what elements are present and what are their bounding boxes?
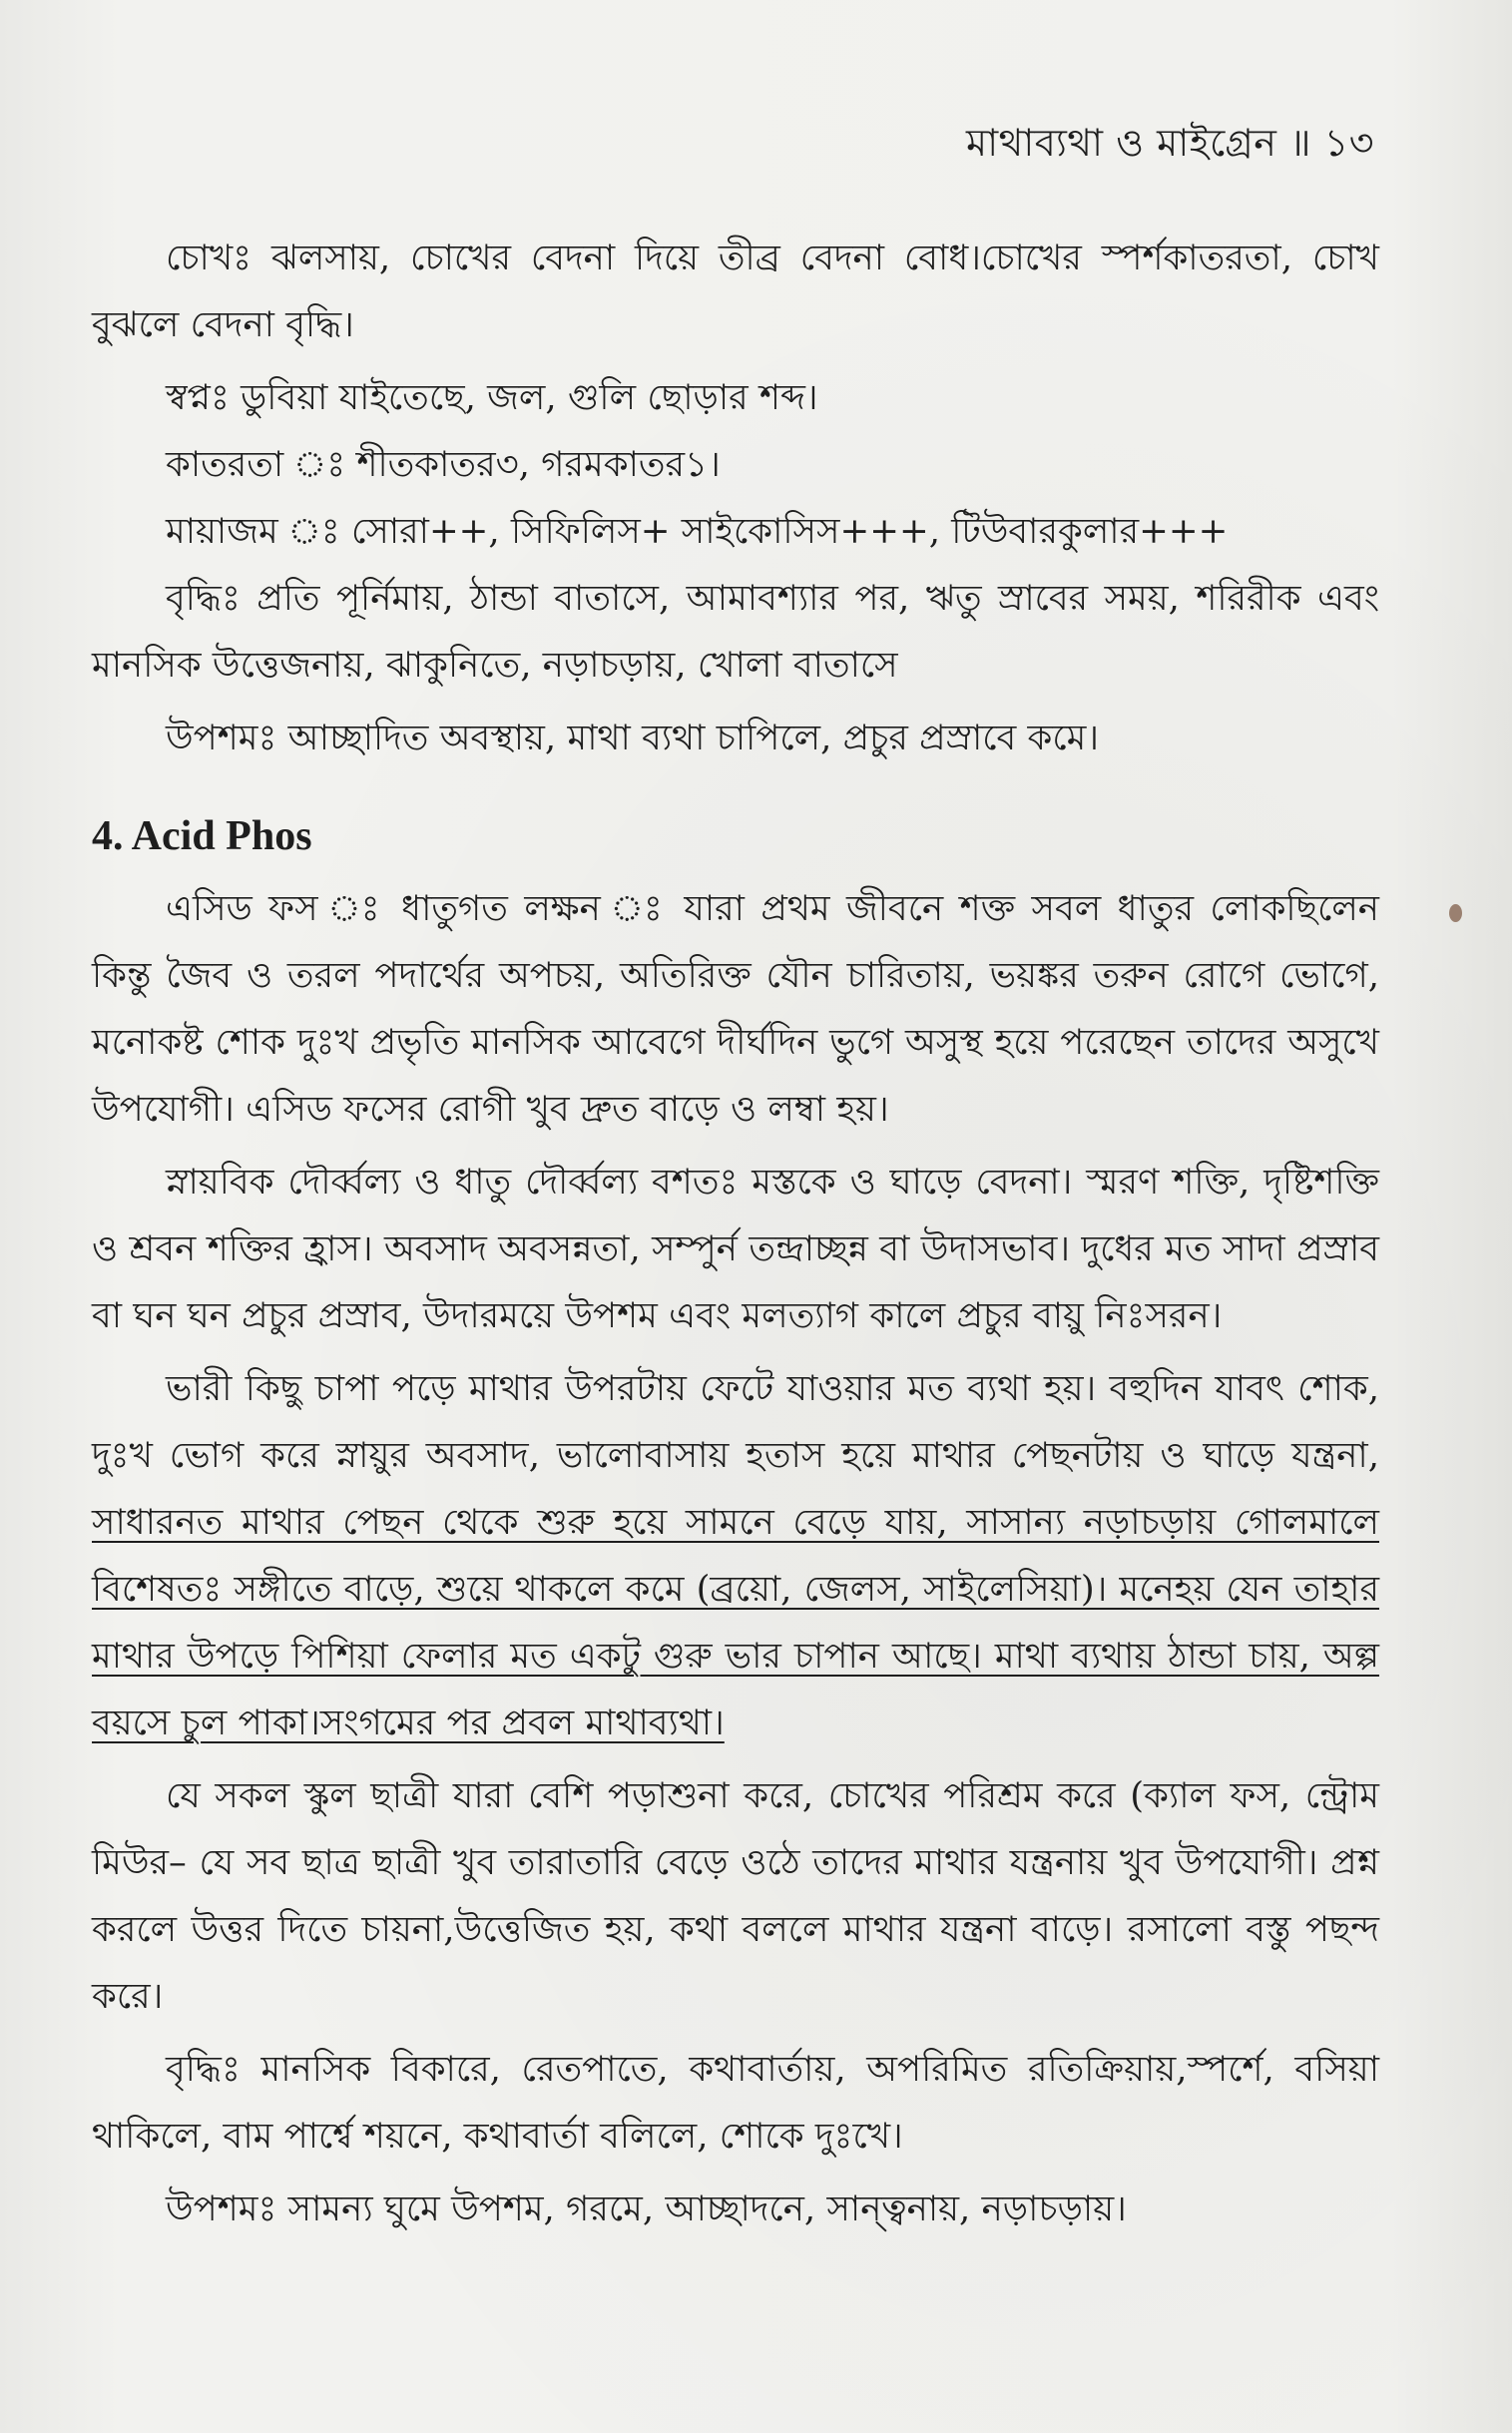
dreams-line: স্বপ্নঃ ডুবিয়া যাইতেছে, জল, গুলি ছোড়ার শব্দ। (166, 377, 818, 418)
aggravation-paragraph: বৃদ্ধিঃ প্রতি পূর্নিমায়, ঠান্ডা বাতাসে, আমাবশ্যার পর, ঋতু স্রাবের সময়, শরিরীক এবং মানসিক উত্তেজনায়, ঝাকুনিতে, নড়াচড়ায়, খোলা বাতাসে (92, 578, 1379, 686)
section-amelioration-paragraph: উপশমঃ সামন্য ঘুমে উপশম, গরমে, আচ্ছাদনে, সান্ত্বনায়, নড়াচড়ায়। (166, 2189, 1127, 2229)
eyes-paragraph: চোখঃ ঝলসায়, চোখের বেদনা দিয়ে তীব্র বেদনা বোধ।চোখের স্পর্শকাতরতা, চোখ বুঝলে বেদনা বৃদ্ধি। (92, 238, 1379, 345)
acid-phos-intro-paragraph: এসিড ফস ঃ ধাতুগত লক্ষন ঃ যারা প্রথম জীবনে শক্ত সবল ধাতুর লোকছিলেন কিন্তু জৈব ও তরল পদার্থের অপচয়, অতিরিক্ত যৌন চারিতায়, ভয়ঙ্কর তরুন রোগে ভোগে, মনোকষ্ট শোক দুঃখ প্রভৃতি মানসিক আবেগে দীর্ঘদিন ভুগে অসুস্থ হয়ে পরেছেন তাদের অসুখে উপযোগী। এসিড ফসের রোগী খুব দ্রুত বাড়ে ও লম্বা হয়। (92, 888, 1379, 1130)
headache-plain-text: ভারী কিছু চাপা পড়ে মাথার উপরটায় ফেটে যাওয়ার মত ব্যথা হয়। বহুদিন যাবৎ শোক, দুঃখ ভোগ করে স্নায়ুর অবসাদ, ভালোবাসায় হতাস হয়ে মাথার পেছনটায় ও ঘাড়ে যন্ত্রনা, (92, 1368, 1379, 1476)
students-paragraph: যে সকল স্কুল ছাত্রী যারা বেশি পড়াশুনা করে, চোখের পরিশ্রম করে (ক্যাল ফস, ন্ট্রোম মিউর– যে সব ছাত্র ছাত্রী খুব তারাতারি বেড়ে ওঠে তাদের মাথার যন্ত্রনায় খুব উপযোগী। প্রশ্ন করলে উত্তর দিতে চায়না,উত্তেজিত হয়, কথা বললে মাথার যন্ত্রনা বাড়ে। রসালো বস্তু পছন্দ করে। (92, 1775, 1379, 2017)
page-content (92, 225, 1379, 2242)
amelioration-paragraph: উপশমঃ আচ্ছাদিত অবস্থায়, মাথা ব্যথা চাপিলে, প্রচুর প্রস্রাবে কমে। (166, 718, 1100, 758)
sensitivity-line: কাতরতা ঃ শীতকাতর৩, গরমকাতর১। (166, 444, 721, 485)
nervous-weakness-paragraph: স্নায়বিক দৌর্ব্বল্য ও ধাতু দৌর্ব্বল্য বশতঃ মস্তকে ও ঘাড়ে বেদনা। স্মরণ শক্তি, দৃষ্টিশক্তি ও শ্রবন শক্তির হ্রাস। অবসাদ অবসন্নতা, সম্পুর্ন তন্দ্রাচ্ছন্ন বা উদাসভাব। দুধের মত সাদা প্রস্রাব বা ঘন ঘন প্রচুর প্রস্রাব, উদারময়ে উপশম এবং মলত্যাগ কালে প্রচুর বায়ু নিঃসরন। (92, 1162, 1379, 1336)
section-aggravation-paragraph: বৃদ্ধিঃ মানসিক বিকারে, রেতপাতে, কথাবার্তায়, অপরিমিত রতিক্রিয়ায়,স্পর্শে, বসিয়া থাকিলে, বাম পার্শ্বে শয়নে, কথাবার্তা বলিলে, শোকে দুঃখে। (92, 2049, 1379, 2157)
headache-description-paragraph (92, 1355, 1379, 1756)
headache-underlined-text: সাধারনত মাথার পেছন থেকে শুরু হয়ে সামনে বেড়ে যায়, সাসান্য নড়াচড়ায় গোলমালে বিশেষতঃ সঙ্গীতে বাড়ে, শুয়ে থাকলে কমে (ব্রয়ো, জেলস, সাইলেসিয়া)। মনেহয় যেন তাহার মাথার উপড়ে পিশিয়া ফেলার মত একটু গুরু ভার চাপান আছে। মাথা ব্যথায় ঠান্ডা চায়, অল্প বয়সে চুল পাকা।সংগমের পর প্রবল মাথাব্যথা। (92, 1502, 1379, 1743)
paper-speck (1449, 904, 1462, 922)
section-heading: 4. Acid Phos (92, 813, 312, 859)
running-header: মাথাব্যথা ও মাইগ্রেন ॥ ১৩ (966, 121, 1374, 165)
miasm-line: মায়াজম ঃ সোরা++, সিফিলিস+ সাইকোসিস+++, টিউবারকুলার+++ (166, 511, 1229, 552)
